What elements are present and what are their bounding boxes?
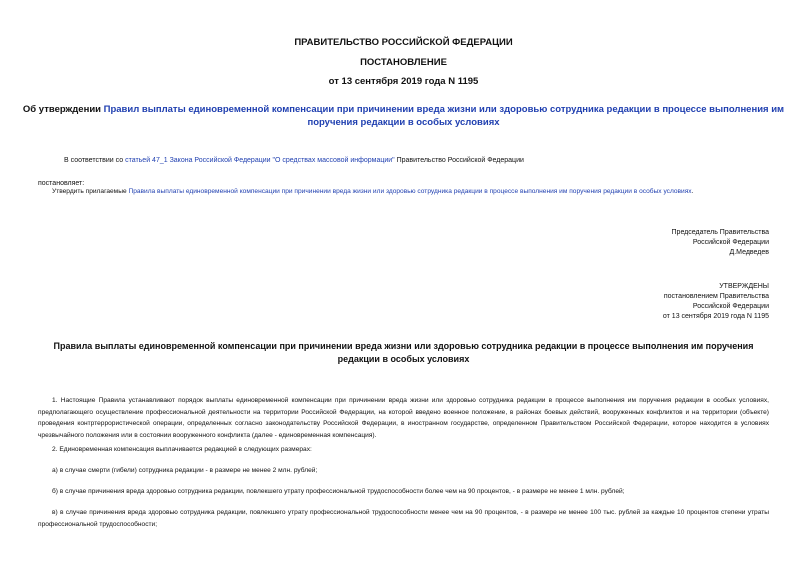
document-date-number: от 13 сентября 2019 года N 1195 [328,76,479,87]
rules-title-line-1: Правила выплаты единовременной компенсации при причинении вреда жизни или здоровью сотрудника редакции в процессе выполнения им поручения [53,341,754,351]
preamble-text-start: В соответствии со [64,157,126,164]
approval-by: постановлением Правительства [663,293,769,300]
signature-position: Председатель Правительства [671,229,769,236]
title-prefix: Об утверждении [22,104,104,115]
paragraph-2c: в) в случае причинения вреда здоровью сотрудника редакции, повлекшего утрату профессиональной трудоспособности менее чем на 90 процентов, - в размере не менее 100 тыс. рублей за каждые 10 процентов степени утраты профессиональной трудоспособности; [38,509,769,528]
title-line-1 [0,103,807,116]
paragraph-1: 1. Настоящие Правила устанавливают порядок выплаты единовременной компенсации при причинении вреда жизни или здоровью сотрудника редакции в процессе выполнения им поручения редакции в особых условиях, предполагающего осуществление профессиональной деятельности на территории Российской Федерации, на которой введено военное положение, в районах боевых действий, вооруженных конфликтов и на территории (объекте) проведения контртеррористической операции, определенных согласно законодательству Российской Федерации, в иностранном государстве, определенном Правительством Российской Федерации, которое находится в условиях чрезвычайного положения или в состоянии вооруженного конфликта (далее - единовременная компенсация). [38,397,769,439]
signature-block [672,228,769,258]
resolves-text [52,186,693,197]
approval-country: Российской Федерации [692,303,769,310]
approval-heading: УТВЕРЖДЕНЫ [719,283,769,290]
resolves-text-start: Утвердить прилагаемые [52,188,129,195]
law-article-link[interactable]: статьей 47_1 Закона Российской Федерации "О средствах массовой информации" [125,157,395,164]
document-type: ПОСТАНОВЛЕНИЕ [360,57,447,68]
approval-block [663,282,769,322]
preamble-text-end: Правительство Российской Федерации [394,157,524,164]
preamble [64,155,524,166]
resolves-text-end: . [691,188,694,195]
rules-link[interactable]: Правил выплаты единовременной компенсации при причинении вреда жизни или здоровью сотрудника редакции в процессе выполнения им [103,104,785,115]
rules-title [0,340,807,366]
paragraph-2a: а) в случае смерти (гибели) сотрудника редакции - в размере не менее 2 млн. рублей; [52,467,318,474]
document-title [0,103,807,129]
signature-name: Д.Медведев [729,249,769,256]
rules-link-continued[interactable]: поручения редакции в особых условиях [307,117,500,128]
rules-title-line-2: редакции в особых условиях [337,354,470,364]
signature-country: Российской Федерации [692,239,769,246]
approval-date: от 13 сентября 2019 года N 1195 [662,313,769,320]
paragraph-2: 2. Единовременная компенсация выплачивается редакцией в следующих размерах: [52,446,312,453]
resolves-label: постановляет: [38,180,85,187]
approved-rules-link[interactable]: Правила выплаты единовременной компенсации при причинении вреда жизни или здоровью сотрудника редакции в процессе выполнения им поручения редакции в особых условиях [128,188,692,195]
paragraph-2b: б) в случае причинения вреда здоровью сотрудника редакции, повлекшего утрату профессиональной трудоспособности более чем на 90 процентов, - в размере не менее 1 млн. рублей; [52,488,625,495]
government-heading: ПРАВИТЕЛЬСТВО РОССИЙСКОЙ ФЕДЕРАЦИИ [294,37,513,48]
